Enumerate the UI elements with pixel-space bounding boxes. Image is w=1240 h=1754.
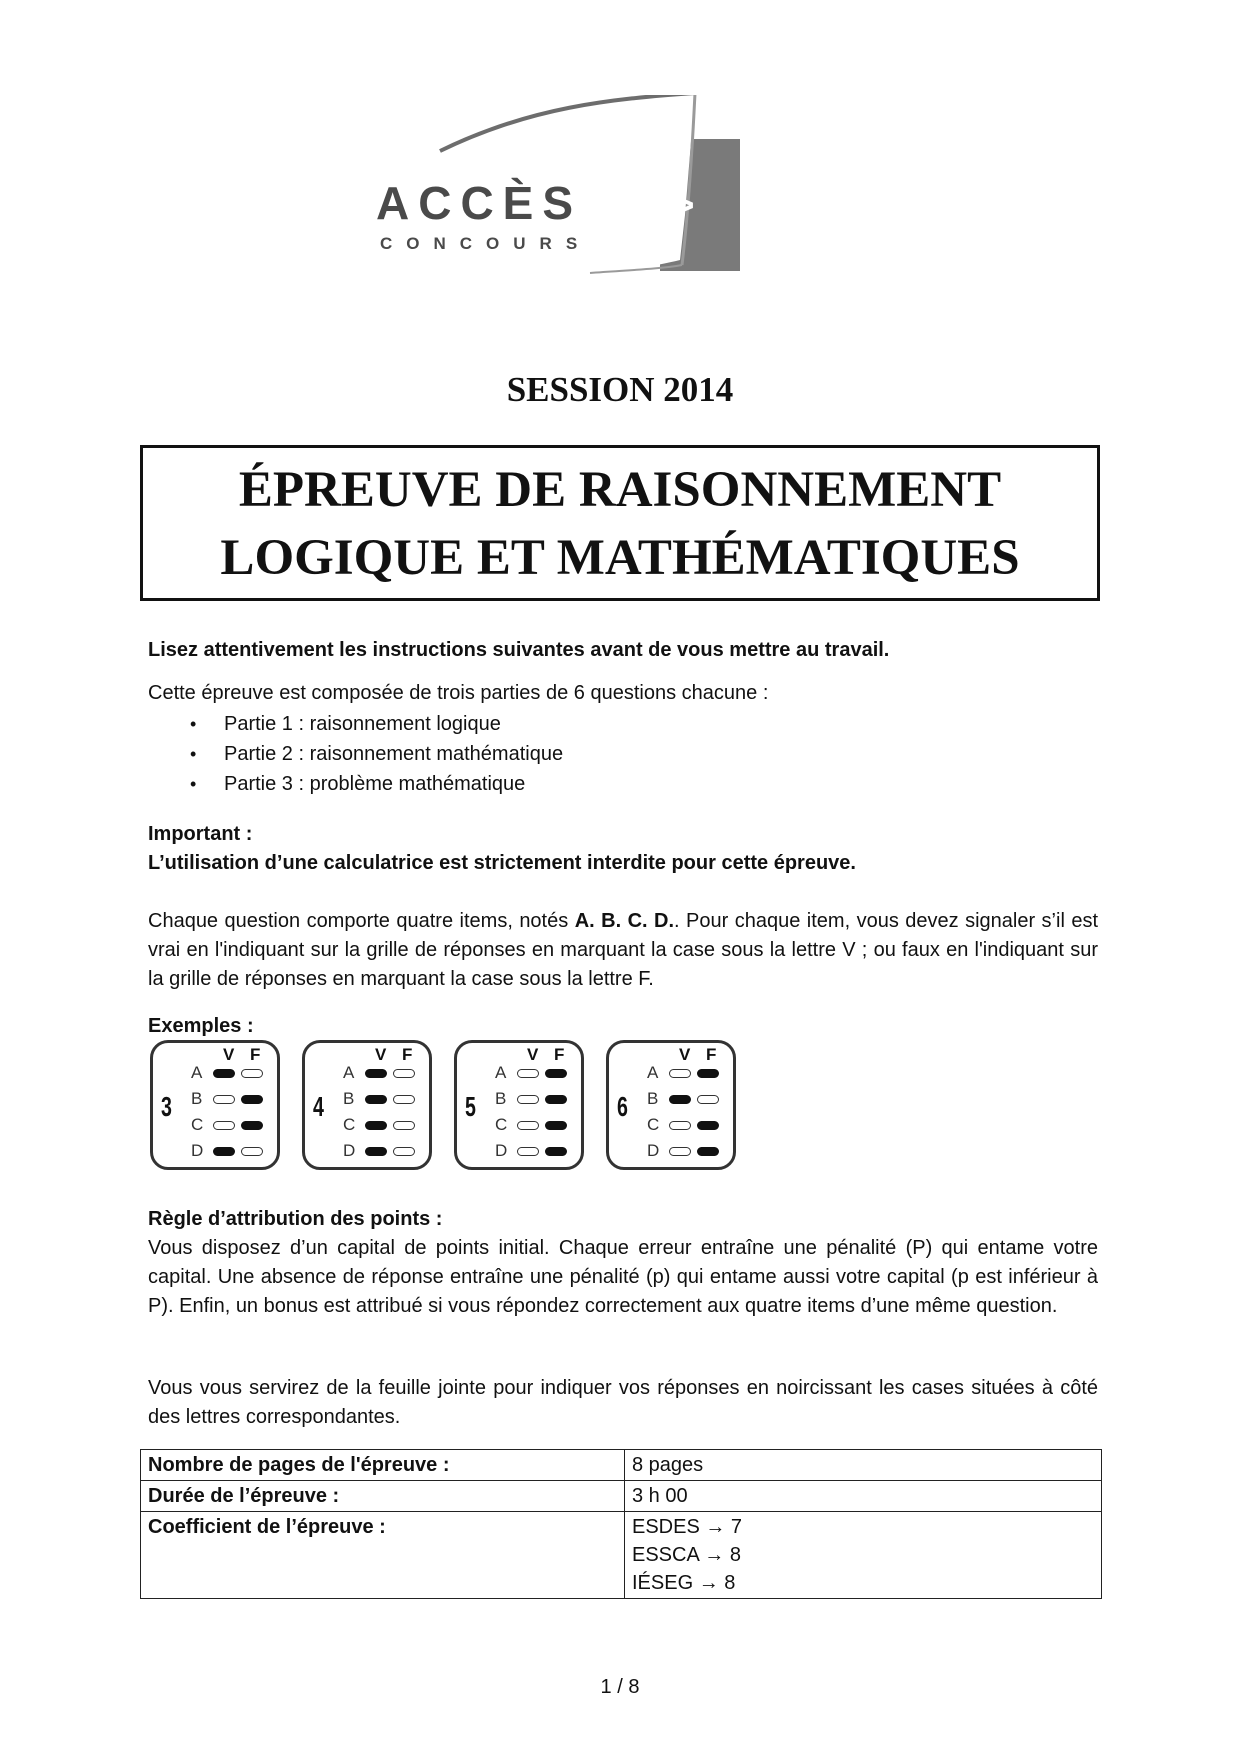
grid-row-letter: D xyxy=(343,1141,356,1160)
info-label: Coefficient de l’épreuve : xyxy=(141,1512,625,1599)
bubble-v xyxy=(365,1095,387,1104)
bubble-v xyxy=(365,1069,387,1078)
answer-sheet-note: Vous vous servirez de la feuille jointe pour indiquer vos réponses en noircissant les cases situées à côté des lettres correspondantes. xyxy=(148,1377,1098,1428)
page-number: 1 / 8 xyxy=(600,1676,640,1698)
question-rule-after: . Pour chaque item, vous devez signaler s’il est vrai en l'indiquant sur la grille de réponses en marquant la case sous la lettre V ; ou faux en l'indiquant sur la grille de réponses en marquant la case sous la lettre F. xyxy=(148,910,1099,990)
important-text: L’utilisation d’une calculatrice est strictement interdite pour cette épreuve. xyxy=(148,852,856,874)
grid-row-letter: B xyxy=(343,1089,355,1108)
bubble-f xyxy=(697,1069,719,1078)
question-rule xyxy=(148,907,1098,994)
grid-row xyxy=(191,1141,281,1163)
info-value: 8 pages xyxy=(632,1454,704,1476)
grid-row xyxy=(647,1141,737,1163)
bubble-f xyxy=(697,1121,719,1130)
info-value-cell xyxy=(625,1450,1102,1481)
info-value-cell xyxy=(625,1481,1102,1512)
column-f-label: F xyxy=(554,1045,565,1064)
grid-row-letter: D xyxy=(647,1141,660,1160)
chevron-right-icon: > xyxy=(664,175,696,235)
info-value: IÉSEG → 8 xyxy=(632,1572,736,1594)
info-value-cell xyxy=(625,1512,1102,1599)
parts-list-wrapper xyxy=(148,709,1098,799)
bubble-f xyxy=(545,1069,567,1078)
bubble-f xyxy=(241,1069,263,1078)
grid-row xyxy=(343,1089,433,1111)
intro-text: Cette épreuve est composée de trois parties de 6 questions chacune : xyxy=(148,682,769,704)
column-f-label: F xyxy=(706,1045,717,1064)
example-grid xyxy=(606,1040,736,1170)
grid-row-letter: A xyxy=(343,1063,355,1082)
grid-row xyxy=(343,1141,433,1163)
bubble-v xyxy=(669,1069,691,1078)
grid-row xyxy=(191,1115,281,1137)
bubble-v xyxy=(669,1147,691,1156)
grid-row xyxy=(343,1115,433,1137)
info-value: ESDES → 7 xyxy=(632,1516,743,1538)
column-v-label: V xyxy=(679,1045,691,1064)
column-v-label: V xyxy=(527,1045,539,1064)
example-number: 6 xyxy=(617,1091,628,1122)
example-grid xyxy=(150,1040,280,1170)
grid-row-letter: B xyxy=(647,1089,659,1108)
example-number: 4 xyxy=(313,1091,324,1122)
important-label: Important : xyxy=(148,823,253,845)
grid-row xyxy=(495,1141,585,1163)
grid-row-letter: C xyxy=(495,1115,508,1134)
bubble-f xyxy=(393,1069,415,1078)
scoring-heading: Règle d’attribution des points : xyxy=(148,1208,443,1230)
grid-row xyxy=(495,1115,585,1137)
bubble-v xyxy=(213,1147,235,1156)
grid-row-letter: A xyxy=(647,1063,659,1082)
bubble-f xyxy=(697,1147,719,1156)
grid-row-letter: C xyxy=(647,1115,660,1134)
list-item: • Partie 2 : raisonnement mathématique xyxy=(148,739,1098,769)
bubble-v xyxy=(669,1095,691,1104)
grid-row-letter: A xyxy=(495,1063,507,1082)
bubble-v xyxy=(517,1121,539,1130)
table-row xyxy=(141,1450,1102,1481)
grid-row xyxy=(343,1063,433,1085)
grid-row-letter: C xyxy=(343,1115,356,1134)
grid-row-letter: B xyxy=(495,1089,507,1108)
grid-row xyxy=(191,1089,281,1111)
logo-graphic xyxy=(300,95,800,315)
grid-row-letter: D xyxy=(191,1141,204,1160)
column-v-label: V xyxy=(223,1045,235,1064)
bubble-f xyxy=(545,1147,567,1156)
bubble-f xyxy=(241,1095,263,1104)
exam-info-table xyxy=(140,1449,1102,1599)
column-f-label: F xyxy=(402,1045,413,1064)
session-label: SESSION 2014 xyxy=(506,370,734,409)
scoring-text: Vous disposez d’un capital de points initial. Chaque erreur entraîne une pénalité (P) qui entame votre capital. Une absence de réponse entraîne une pénalité (p) qui entame aussi votre capital (p est inférieur à P). Enfin, un bonus est attribué si vous répondez correctement aux quatre items d’une même question. xyxy=(148,1237,1098,1317)
table-row xyxy=(141,1481,1102,1512)
grid-row xyxy=(647,1089,737,1111)
bubble-v xyxy=(213,1069,235,1078)
example-grid xyxy=(302,1040,432,1170)
grid-row xyxy=(495,1063,585,1085)
bubble-v xyxy=(517,1069,539,1078)
bubble-f xyxy=(241,1121,263,1130)
column-v-label: V xyxy=(375,1045,387,1064)
bubble-v xyxy=(213,1121,235,1130)
grid-row-letter: B xyxy=(191,1089,203,1108)
table-row xyxy=(141,1512,1102,1599)
logo-word-acces: ACCÈS xyxy=(376,177,583,229)
bubble-f xyxy=(545,1095,567,1104)
list-item: • Partie 3 : problème mathématique xyxy=(148,769,1098,799)
examples-label: Exemples : xyxy=(148,1015,254,1037)
grid-row-letter: A xyxy=(191,1063,203,1082)
list-item: • Partie 1 : raisonnement logique xyxy=(148,709,1098,739)
bubble-f xyxy=(393,1121,415,1130)
example-number: 3 xyxy=(161,1091,172,1122)
acces-concours-logo xyxy=(300,95,800,315)
grid-row xyxy=(647,1063,737,1085)
example-grid xyxy=(454,1040,584,1170)
bubble-f xyxy=(545,1121,567,1130)
exam-title-line1: ÉPREUVE DE RAISONNEMENT xyxy=(238,462,1002,518)
bubble-f xyxy=(241,1147,263,1156)
bubble-v xyxy=(365,1121,387,1130)
bubble-f xyxy=(393,1095,415,1104)
exam-title-box xyxy=(140,445,1100,601)
bubble-v xyxy=(365,1147,387,1156)
grid-row-letter: C xyxy=(191,1115,204,1134)
exam-title-line2: LOGIQUE ET MATHÉMATIQUES xyxy=(220,530,1020,586)
bubble-v xyxy=(517,1095,539,1104)
info-value: 3 h 00 xyxy=(632,1485,688,1507)
grid-row xyxy=(495,1089,585,1111)
info-value: ESSCA → 8 xyxy=(632,1544,741,1566)
logo-word-concours: CONCOURS xyxy=(380,234,592,253)
bubble-v xyxy=(669,1121,691,1130)
question-rule-before: Chaque question comporte quatre items, notés xyxy=(148,910,575,932)
example-number: 5 xyxy=(465,1091,476,1122)
bubble-v xyxy=(213,1095,235,1104)
bubble-f xyxy=(393,1147,415,1156)
grid-row xyxy=(647,1115,737,1137)
info-label: Durée de l’épreuve : xyxy=(141,1481,625,1512)
bubble-f xyxy=(697,1095,719,1104)
question-rule-letters: A. B. C. D. xyxy=(574,910,675,932)
bubble-v xyxy=(517,1147,539,1156)
info-label: Nombre de pages de l'épreuve : xyxy=(141,1450,625,1481)
instructions-heading: Lisez attentivement les instructions suivantes avant de vous mettre au travail. xyxy=(148,639,890,661)
column-f-label: F xyxy=(250,1045,261,1064)
grid-row-letter: D xyxy=(495,1141,508,1160)
parts-list xyxy=(148,709,1098,799)
grid-row xyxy=(191,1063,281,1085)
